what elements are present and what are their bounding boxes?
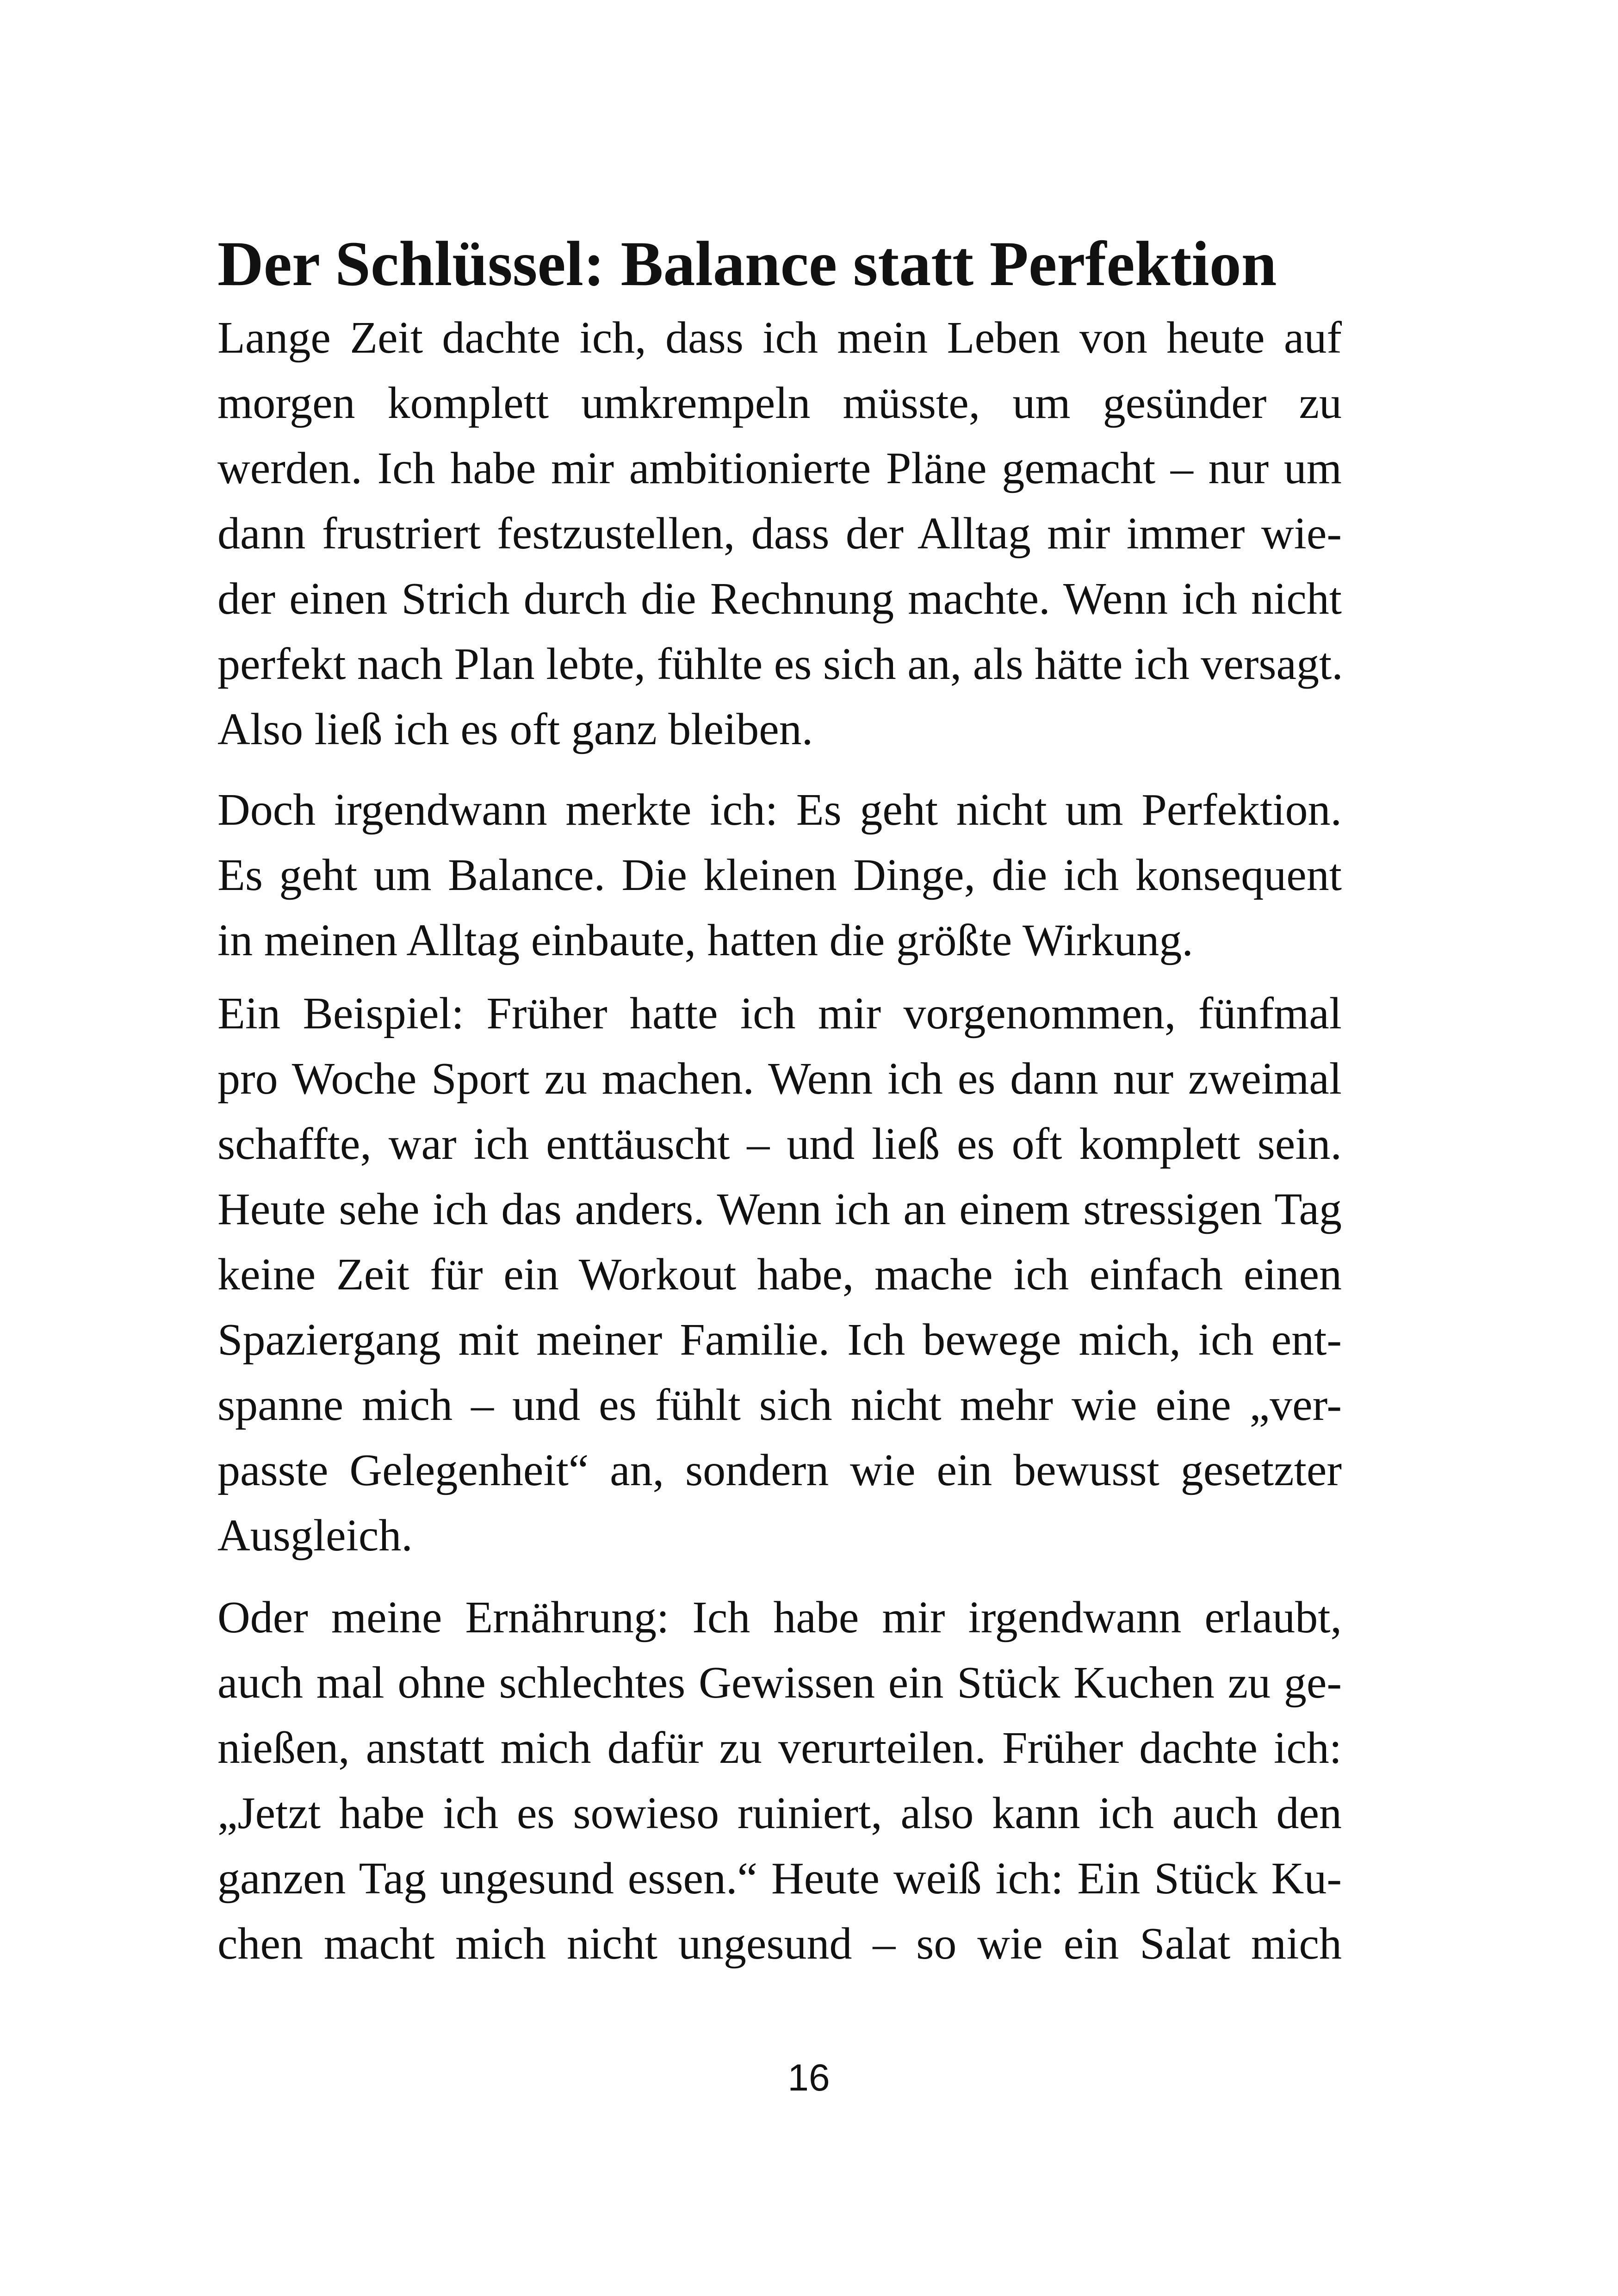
text-line: nießen, anstatt mich dafür zu verurteilen. Früher dachte ich: xyxy=(217,1723,1342,1773)
text-line: Oder meine Ernährung: Ich habe mir irgendwann erlaubt, xyxy=(217,1593,1342,1643)
text-line: ganzen Tag ungesund essen.“ Heute weiß ich: Ein Stück Ku- xyxy=(217,1854,1342,1904)
text-line: dann frustriert festzustellen, dass der Alltag mir immer wie- xyxy=(217,509,1342,559)
text-line: Ein Beispiel: Früher hatte ich mir vorgenommen, fünfmal xyxy=(217,989,1342,1039)
text-line: werden. Ich habe mir ambitionierte Pläne gemacht – nur um xyxy=(217,443,1342,493)
text-line: chen macht mich nicht ungesund – so wie ein Salat mich xyxy=(217,1919,1342,1969)
section-heading: Der Schlüssel: Balance statt Perfektion xyxy=(217,228,1277,299)
text-line: auch mal ohne schlechtes Gewissen ein Stück Kuchen zu ge- xyxy=(217,1658,1342,1708)
text-line: morgen komplett umkrempeln müsste, um gesünder zu xyxy=(217,378,1342,428)
paragraph-2 xyxy=(217,778,1342,973)
paragraph-3 xyxy=(217,981,1342,1568)
text-line: spanne mich – und es fühlt sich nicht mehr wie eine „ver- xyxy=(217,1380,1342,1430)
paragraph-1 xyxy=(217,305,1342,762)
text-line: Heute sehe ich das anders. Wenn ich an einem stressigen Tag xyxy=(217,1184,1342,1234)
text-line: der einen Strich durch die Rechnung machte. Wenn ich nicht xyxy=(217,574,1342,624)
text-line: Doch irgendwann merkte ich: Es geht nicht um Perfektion. xyxy=(217,785,1342,835)
text-line: Lange Zeit dachte ich, dass ich mein Leben von heute auf xyxy=(217,313,1342,363)
text-line: keine Zeit für ein Workout habe, mache ich einfach einen xyxy=(217,1250,1342,1300)
text-line: perfekt nach Plan lebte, fühlte es sich an, als hätte ich versagt. xyxy=(217,639,1343,689)
text-line: Spaziergang mit meiner Familie. Ich bewege mich, ich ent- xyxy=(217,1315,1342,1365)
text-line: Ausgleich. xyxy=(217,1511,413,1561)
text-line: in meinen Alltag einbaute, hatten die größte Wirkung. xyxy=(217,915,1193,965)
text-line: Es geht um Balance. Die kleinen Dinge, die ich konsequent xyxy=(217,850,1342,900)
text-line: schaffte, war ich enttäuscht – und ließ es oft komplett sein. xyxy=(217,1119,1342,1169)
page-number: 16 xyxy=(787,2057,830,2099)
text-line: „Jetzt habe ich es sowieso ruiniert, also kann ich auch den xyxy=(217,1788,1342,1838)
paragraph-4 xyxy=(217,1585,1342,1977)
text-line: Also ließ ich es oft ganz bleiben. xyxy=(217,704,813,754)
text-line: passte Gelegenheit“ an, sondern wie ein bewusst gesetzter xyxy=(217,1445,1342,1495)
text-line: pro Woche Sport zu machen. Wenn ich es dann nur zweimal xyxy=(217,1054,1342,1104)
